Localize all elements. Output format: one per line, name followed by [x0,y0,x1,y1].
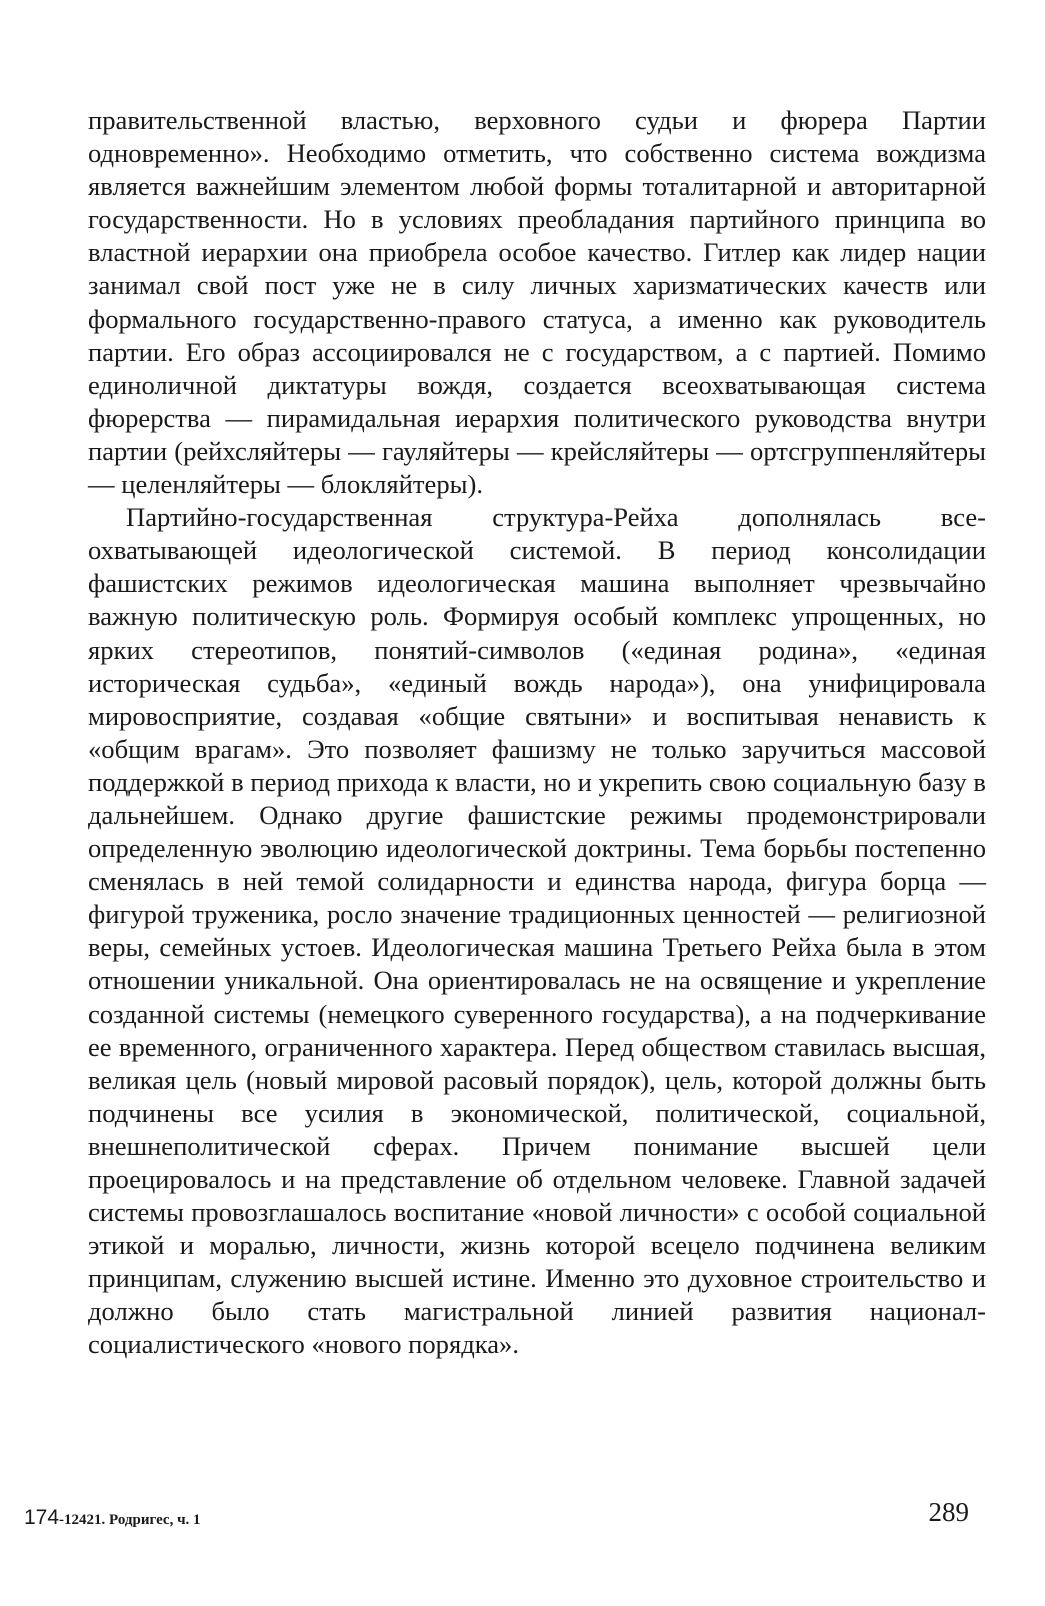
signature-number: 174 [24,1506,60,1529]
print-signature [24,1508,201,1530]
signature-text: -12421. Родригес, ч. 1 [59,1512,201,1528]
paragraph-main: Партийно-государственная структура-Рейха дополнялась всеохватывающей идеологической системой. В период консолидации фашистских режимов идеологическая машина выполняет чрезвычайно важную политическую роль. Формируя особый комплекс упрощенных, но ярких стереотипов, понятий-символов («единая родина», «единая историческая судьба», «единый вождь народа»), она унифицировала мировосприятие, создавая «общие святыни» и воспитывая ненависть к «общим врагам». Это позволяет фашизму не только заручиться массовой поддержкой в период прихода к власти, но и укрепить свою социальную базу в дальнейшем. Однако другие фашистские режимы продемонстрировали определенную эволюцию идеологической доктрины. Тема борьбы постепенно сменялась в ней темой солидарности и единства народа, фигура борца — фигурой труженика, росло значение традиционных ценностей — религиозной веры, семейных устоев. Идеологическая машина Третьего Рейха была в этом отношении уникальной. Она ориентировалась не на освящение и укрепление созданной системы (немецкого суверенного государства), а на подчеркивание ее временного, ограниченного характера. Перед обществом ставилась высшая, великая цель (новый мировой расовый порядок), цель, которой должны быть подчинены все усилия в экономической, политической, социальной, внешнеполитической сферах. Причем понимание высшей цели проецировалось и на представление об отдельном человеке. Главной задачей системы провозглашалось воспитание «новой личности» с особой социальной этикой и моралью, личности, жизнь которой всецело подчинена великим принципам, служению высшей истине. Именно это духовное строительство и должно было стать магистральной линией развития национал-социалистического «нового порядка». [88,502,986,1360]
main-text [88,104,986,1362]
page-number: 289 [928,1497,969,1527]
paragraph-continued: правительственной властью, верховного судьи и фюрера Партии одновременно». Необходимо отметить, что собственно система вождизма является важнейшим элементом любой формы тоталитарной и авторитарной государственности. Но в условиях преобладания партийного принципа во властной иерархии она приобрела особое качество. Гитлер как лидер нации занимал свой пост уже не в силу личных харизматических качеств или формального государственно-правого статуса, а именно как руководитель партии. Его образ ассоциировался не с государством, а с партией. Помимо единоличной диктатуры вождя, создается всеохватывающая система фюрерства — пирамидальная иерархия политического руководства внутри партии (рейхсляйтеры — гауляйтеры — крейсляйтеры — ортсгруппенляйтеры — целенляйтеры — блокляйтеры). [88,105,986,500]
